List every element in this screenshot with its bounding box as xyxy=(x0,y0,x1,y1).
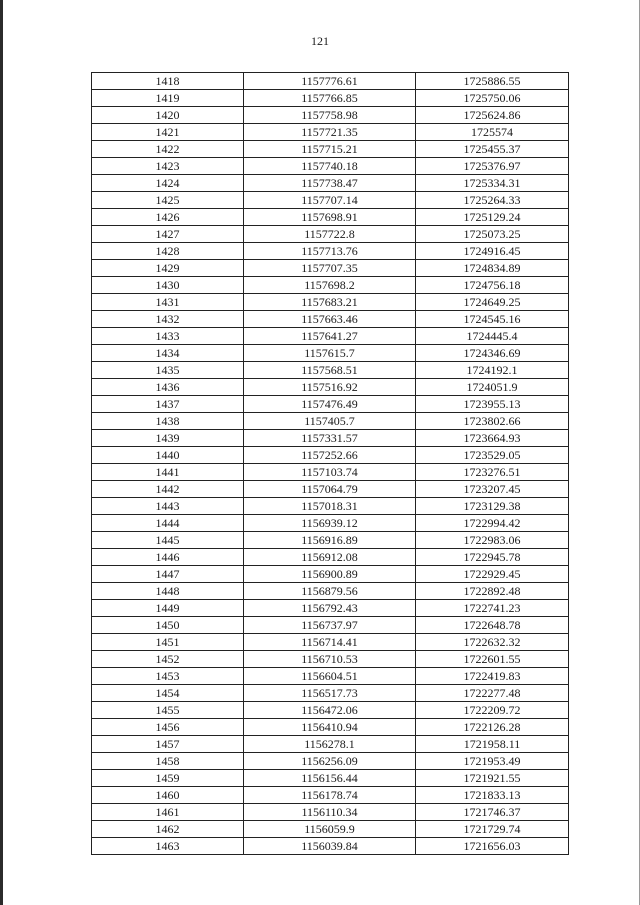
y-coordinate-cell: 1721921.55 xyxy=(416,770,569,787)
y-coordinate-cell: 1724834.89 xyxy=(416,260,569,277)
point-id-cell: 1421 xyxy=(92,124,244,141)
x-coordinate-cell: 1156256.09 xyxy=(244,753,416,770)
point-id-cell: 1431 xyxy=(92,294,244,311)
x-coordinate-cell: 1156472.06 xyxy=(244,702,416,719)
x-coordinate-cell: 1157252.66 xyxy=(244,447,416,464)
y-coordinate-cell: 1725750.06 xyxy=(416,90,569,107)
table-row xyxy=(92,158,569,175)
x-coordinate-cell: 1156737.97 xyxy=(244,617,416,634)
point-id-cell: 1459 xyxy=(92,770,244,787)
x-coordinate-cell: 1157683.21 xyxy=(244,294,416,311)
x-coordinate-cell: 1157476.49 xyxy=(244,396,416,413)
point-id-cell: 1439 xyxy=(92,430,244,447)
x-coordinate-cell: 1157641.27 xyxy=(244,328,416,345)
y-coordinate-cell: 1721953.49 xyxy=(416,753,569,770)
table-row xyxy=(92,549,569,566)
x-coordinate-cell: 1156912.08 xyxy=(244,549,416,566)
x-coordinate-cell: 1157776.61 xyxy=(244,73,416,90)
point-id-cell: 1458 xyxy=(92,753,244,770)
y-coordinate-cell: 1723207.45 xyxy=(416,481,569,498)
x-coordinate-cell: 1157707.14 xyxy=(244,192,416,209)
table-row xyxy=(92,770,569,787)
table-row xyxy=(92,175,569,192)
y-coordinate-cell: 1721958.11 xyxy=(416,736,569,753)
table-row xyxy=(92,583,569,600)
x-coordinate-cell: 1157064.79 xyxy=(244,481,416,498)
table-row xyxy=(92,141,569,158)
table-row xyxy=(92,634,569,651)
point-id-cell: 1445 xyxy=(92,532,244,549)
y-coordinate-cell: 1721656.03 xyxy=(416,838,569,855)
point-id-cell: 1436 xyxy=(92,379,244,396)
y-coordinate-cell: 1721746.37 xyxy=(416,804,569,821)
x-coordinate-cell: 1157331.57 xyxy=(244,430,416,447)
y-coordinate-cell: 1725264.33 xyxy=(416,192,569,209)
y-coordinate-cell: 1723276.51 xyxy=(416,464,569,481)
y-coordinate-cell: 1722892.48 xyxy=(416,583,569,600)
point-id-cell: 1438 xyxy=(92,413,244,430)
y-coordinate-cell: 1723664.93 xyxy=(416,430,569,447)
table-row xyxy=(92,481,569,498)
x-coordinate-cell: 1157722.8 xyxy=(244,226,416,243)
point-id-cell: 1454 xyxy=(92,685,244,702)
point-id-cell: 1437 xyxy=(92,396,244,413)
y-coordinate-cell: 1722277.48 xyxy=(416,685,569,702)
point-id-cell: 1430 xyxy=(92,277,244,294)
point-id-cell: 1447 xyxy=(92,566,244,583)
table-row xyxy=(92,328,569,345)
y-coordinate-cell: 1725334.31 xyxy=(416,175,569,192)
point-id-cell: 1444 xyxy=(92,515,244,532)
table-row xyxy=(92,447,569,464)
point-id-cell: 1426 xyxy=(92,209,244,226)
table-row xyxy=(92,379,569,396)
x-coordinate-cell: 1156916.89 xyxy=(244,532,416,549)
x-coordinate-cell: 1157721.35 xyxy=(244,124,416,141)
x-coordinate-cell: 1156156.44 xyxy=(244,770,416,787)
table-row xyxy=(92,787,569,804)
x-coordinate-cell: 1157698.2 xyxy=(244,277,416,294)
x-coordinate-cell: 1156517.73 xyxy=(244,685,416,702)
x-coordinate-cell: 1157758.98 xyxy=(244,107,416,124)
point-id-cell: 1420 xyxy=(92,107,244,124)
x-coordinate-cell: 1156604.51 xyxy=(244,668,416,685)
x-coordinate-cell: 1157018.31 xyxy=(244,498,416,515)
x-coordinate-cell: 1156110.34 xyxy=(244,804,416,821)
table-row xyxy=(92,107,569,124)
x-coordinate-cell: 1157738.47 xyxy=(244,175,416,192)
page-number: 121 xyxy=(311,34,329,48)
x-coordinate-cell: 1157715.21 xyxy=(244,141,416,158)
table-row xyxy=(92,702,569,719)
point-id-cell: 1448 xyxy=(92,583,244,600)
point-id-cell: 1428 xyxy=(92,243,244,260)
table-row xyxy=(92,617,569,634)
point-id-cell: 1443 xyxy=(92,498,244,515)
table-row xyxy=(92,515,569,532)
x-coordinate-cell: 1157707.35 xyxy=(244,260,416,277)
y-coordinate-cell: 1721729.74 xyxy=(416,821,569,838)
point-id-cell: 1429 xyxy=(92,260,244,277)
y-coordinate-cell: 1725129.24 xyxy=(416,209,569,226)
y-coordinate-cell: 1724756.18 xyxy=(416,277,569,294)
table-row xyxy=(92,362,569,379)
table-row xyxy=(92,192,569,209)
y-coordinate-cell: 1725073.25 xyxy=(416,226,569,243)
point-id-cell: 1441 xyxy=(92,464,244,481)
x-coordinate-cell: 1156792.43 xyxy=(244,600,416,617)
point-id-cell: 1425 xyxy=(92,192,244,209)
x-coordinate-cell: 1157568.51 xyxy=(244,362,416,379)
x-coordinate-cell: 1156178.74 xyxy=(244,787,416,804)
x-coordinate-cell: 1157698.91 xyxy=(244,209,416,226)
y-coordinate-cell: 1722929.45 xyxy=(416,566,569,583)
x-coordinate-cell: 1157103.74 xyxy=(244,464,416,481)
point-id-cell: 1442 xyxy=(92,481,244,498)
y-coordinate-cell: 1724916.45 xyxy=(416,243,569,260)
x-coordinate-cell: 1156059.9 xyxy=(244,821,416,838)
x-coordinate-cell: 1156939.12 xyxy=(244,515,416,532)
y-coordinate-cell: 1725574 xyxy=(416,124,569,141)
x-coordinate-cell: 1156714.41 xyxy=(244,634,416,651)
y-coordinate-cell: 1725376.97 xyxy=(416,158,569,175)
y-coordinate-cell: 1723955.13 xyxy=(416,396,569,413)
table-row xyxy=(92,753,569,770)
table-row xyxy=(92,243,569,260)
y-coordinate-cell: 1724445.4 xyxy=(416,328,569,345)
table-row xyxy=(92,73,569,90)
x-coordinate-cell: 1157405.7 xyxy=(244,413,416,430)
table-row xyxy=(92,736,569,753)
y-coordinate-cell: 1723529.05 xyxy=(416,447,569,464)
x-coordinate-cell: 1157740.18 xyxy=(244,158,416,175)
scan-left-edge xyxy=(0,0,3,905)
y-coordinate-cell: 1722994.42 xyxy=(416,515,569,532)
table-row xyxy=(92,209,569,226)
y-coordinate-cell: 1724649.25 xyxy=(416,294,569,311)
point-id-cell: 1419 xyxy=(92,90,244,107)
table-row xyxy=(92,566,569,583)
y-coordinate-cell: 1724192.1 xyxy=(416,362,569,379)
x-coordinate-cell: 1156879.56 xyxy=(244,583,416,600)
table-row xyxy=(92,719,569,736)
y-coordinate-cell: 1722741.23 xyxy=(416,600,569,617)
x-coordinate-cell: 1156039.84 xyxy=(244,838,416,855)
table-row xyxy=(92,821,569,838)
y-coordinate-cell: 1725624.86 xyxy=(416,107,569,124)
coordinate-table-body xyxy=(92,73,569,855)
x-coordinate-cell: 1157516.92 xyxy=(244,379,416,396)
table-row xyxy=(92,226,569,243)
y-coordinate-cell: 1722983.06 xyxy=(416,532,569,549)
point-id-cell: 1440 xyxy=(92,447,244,464)
table-row xyxy=(92,430,569,447)
point-id-cell: 1457 xyxy=(92,736,244,753)
table-row xyxy=(92,260,569,277)
x-coordinate-cell: 1156900.89 xyxy=(244,566,416,583)
table-row xyxy=(92,600,569,617)
point-id-cell: 1452 xyxy=(92,651,244,668)
y-coordinate-cell: 1722209.72 xyxy=(416,702,569,719)
table-row xyxy=(92,124,569,141)
table-row xyxy=(92,294,569,311)
x-coordinate-cell: 1157766.85 xyxy=(244,90,416,107)
x-coordinate-cell: 1156410.94 xyxy=(244,719,416,736)
point-id-cell: 1423 xyxy=(92,158,244,175)
point-id-cell: 1422 xyxy=(92,141,244,158)
y-coordinate-cell: 1722601.55 xyxy=(416,651,569,668)
point-id-cell: 1418 xyxy=(92,73,244,90)
table-row xyxy=(92,838,569,855)
point-id-cell: 1433 xyxy=(92,328,244,345)
y-coordinate-cell: 1723802.66 xyxy=(416,413,569,430)
point-id-cell: 1462 xyxy=(92,821,244,838)
y-coordinate-cell: 1725886.55 xyxy=(416,73,569,90)
point-id-cell: 1424 xyxy=(92,175,244,192)
point-id-cell: 1434 xyxy=(92,345,244,362)
point-id-cell: 1456 xyxy=(92,719,244,736)
point-id-cell: 1451 xyxy=(92,634,244,651)
y-coordinate-cell: 1723129.38 xyxy=(416,498,569,515)
point-id-cell: 1450 xyxy=(92,617,244,634)
table-row xyxy=(92,464,569,481)
point-id-cell: 1432 xyxy=(92,311,244,328)
table-row xyxy=(92,532,569,549)
point-id-cell: 1460 xyxy=(92,787,244,804)
table-row xyxy=(92,90,569,107)
y-coordinate-cell: 1721833.13 xyxy=(416,787,569,804)
point-id-cell: 1435 xyxy=(92,362,244,379)
y-coordinate-cell: 1724051.9 xyxy=(416,379,569,396)
point-id-cell: 1453 xyxy=(92,668,244,685)
table-row xyxy=(92,413,569,430)
y-coordinate-cell: 1725455.37 xyxy=(416,141,569,158)
x-coordinate-cell: 1157615.7 xyxy=(244,345,416,362)
y-coordinate-cell: 1724346.69 xyxy=(416,345,569,362)
table-row xyxy=(92,277,569,294)
table-row xyxy=(92,651,569,668)
table-row xyxy=(92,685,569,702)
x-coordinate-cell: 1156710.53 xyxy=(244,651,416,668)
y-coordinate-cell: 1722945.78 xyxy=(416,549,569,566)
table-row xyxy=(92,345,569,362)
table-row xyxy=(92,804,569,821)
y-coordinate-cell: 1722126.28 xyxy=(416,719,569,736)
y-coordinate-cell: 1722648.78 xyxy=(416,617,569,634)
x-coordinate-cell: 1157663.46 xyxy=(244,311,416,328)
table-row xyxy=(92,668,569,685)
point-id-cell: 1455 xyxy=(92,702,244,719)
point-id-cell: 1449 xyxy=(92,600,244,617)
point-id-cell: 1446 xyxy=(92,549,244,566)
table-row xyxy=(92,396,569,413)
coordinate-table xyxy=(91,72,569,855)
x-coordinate-cell: 1156278.1 xyxy=(244,736,416,753)
y-coordinate-cell: 1724545.16 xyxy=(416,311,569,328)
table-row xyxy=(92,498,569,515)
y-coordinate-cell: 1722419.83 xyxy=(416,668,569,685)
x-coordinate-cell: 1157713.76 xyxy=(244,243,416,260)
point-id-cell: 1461 xyxy=(92,804,244,821)
point-id-cell: 1427 xyxy=(92,226,244,243)
table-row xyxy=(92,311,569,328)
point-id-cell: 1463 xyxy=(92,838,244,855)
y-coordinate-cell: 1722632.32 xyxy=(416,634,569,651)
